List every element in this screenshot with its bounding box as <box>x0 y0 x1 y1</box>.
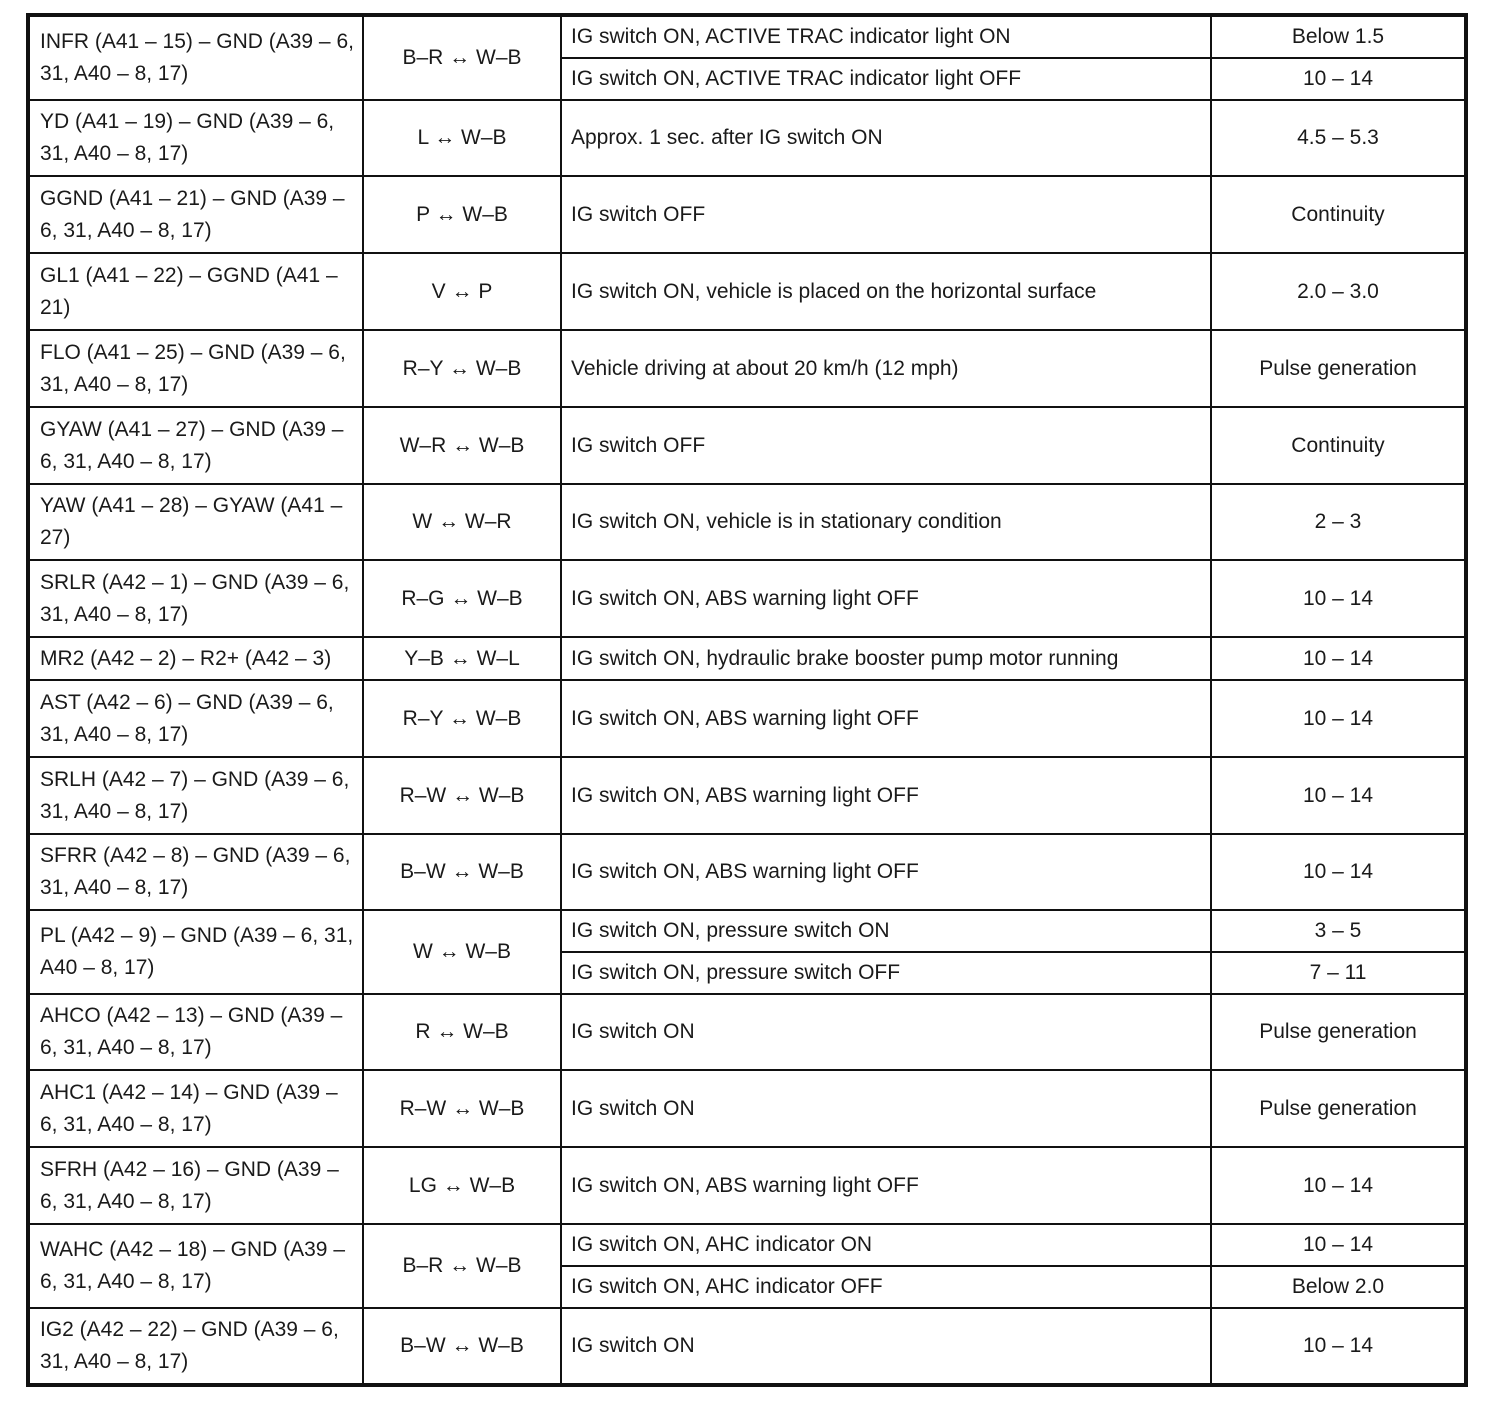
table-row <box>29 910 1465 952</box>
wiring-color-cell: B–W ↔ W–B <box>363 1308 561 1384</box>
table-row <box>29 1147 1465 1224</box>
table-row <box>29 757 1465 834</box>
wiring-color-cell: R–G ↔ W–B <box>363 560 561 637</box>
terminal-cell: INFR (A41 – 15) – GND (A39 – 6, 31, A40 – 8, 17) <box>29 16 363 100</box>
table-row <box>29 100 1465 176</box>
specified-condition-cell: 4.5 – 5.3 <box>1211 100 1465 176</box>
specified-condition-cell: Continuity <box>1211 176 1465 253</box>
specified-condition-cell: 10 – 14 <box>1211 58 1465 100</box>
condition-cell: IG switch ON, vehicle is in stationary condition <box>561 484 1211 560</box>
specified-condition-cell: Below 2.0 <box>1211 1266 1465 1308</box>
terminal-cell: PL (A42 – 9) – GND (A39 – 6, 31, A40 – 8, 17) <box>29 910 363 994</box>
table-row <box>29 176 1465 253</box>
condition-cell: IG switch ON, ACTIVE TRAC indicator light OFF <box>561 58 1211 100</box>
terminal-cell: YD (A41 – 19) – GND (A39 – 6, 31, A40 – 8, 17) <box>29 100 363 176</box>
terminal-cell: SFRH (A42 – 16) – GND (A39 – 6, 31, A40 – 8, 17) <box>29 1147 363 1224</box>
wiring-color-cell: W–R ↔ W–B <box>363 407 561 484</box>
condition-cell: IG switch ON, ABS warning light OFF <box>561 757 1211 834</box>
table-row <box>29 560 1465 637</box>
terminal-cell: AST (A42 – 6) – GND (A39 – 6, 31, A40 – 8, 17) <box>29 680 363 757</box>
terminal-inspection-table <box>28 15 1466 1385</box>
condition-cell: IG switch ON <box>561 994 1211 1070</box>
table-row <box>29 407 1465 484</box>
specified-condition-cell: Below 1.5 <box>1211 16 1465 58</box>
terminal-cell: GL1 (A41 – 22) – GGND (A41 – 21) <box>29 253 363 330</box>
condition-cell: IG switch ON, ABS warning light OFF <box>561 560 1211 637</box>
specified-condition-cell: 10 – 14 <box>1211 560 1465 637</box>
specified-condition-cell: 10 – 14 <box>1211 1308 1465 1384</box>
specified-condition-cell: 10 – 14 <box>1211 834 1465 910</box>
condition-cell: Approx. 1 sec. after IG switch ON <box>561 100 1211 176</box>
wiring-color-cell: R–W ↔ W–B <box>363 757 561 834</box>
condition-cell: IG switch ON <box>561 1070 1211 1147</box>
specified-condition-cell: 10 – 14 <box>1211 637 1465 680</box>
wiring-color-cell: R–Y ↔ W–B <box>363 680 561 757</box>
terminal-inspection-table-container <box>26 13 1468 1387</box>
specified-condition-cell: Continuity <box>1211 407 1465 484</box>
specified-condition-cell: 10 – 14 <box>1211 680 1465 757</box>
terminal-cell: IG2 (A42 – 22) – GND (A39 – 6, 31, A40 – 8, 17) <box>29 1308 363 1384</box>
wiring-color-cell: B–R ↔ W–B <box>363 1224 561 1308</box>
table-body <box>29 16 1465 1384</box>
specified-condition-cell: 10 – 14 <box>1211 757 1465 834</box>
table-row <box>29 834 1465 910</box>
condition-cell: IG switch ON, vehicle is placed on the horizontal surface <box>561 253 1211 330</box>
specified-condition-cell: 2 – 3 <box>1211 484 1465 560</box>
condition-cell: IG switch ON, hydraulic brake booster pump motor running <box>561 637 1211 680</box>
wiring-color-cell: R ↔ W–B <box>363 994 561 1070</box>
table-row <box>29 330 1465 407</box>
wiring-color-cell: B–W ↔ W–B <box>363 834 561 910</box>
condition-cell: IG switch ON <box>561 1308 1211 1384</box>
terminal-cell: SFRR (A42 – 8) – GND (A39 – 6, 31, A40 – 8, 17) <box>29 834 363 910</box>
wiring-color-cell: Y–B ↔ W–L <box>363 637 561 680</box>
condition-cell: IG switch ON, ABS warning light OFF <box>561 680 1211 757</box>
specified-condition-cell: 7 – 11 <box>1211 952 1465 994</box>
condition-cell: IG switch ON, ABS warning light OFF <box>561 834 1211 910</box>
terminal-cell: GGND (A41 – 21) – GND (A39 – 6, 31, A40 – 8, 17) <box>29 176 363 253</box>
specified-condition-cell: 2.0 – 3.0 <box>1211 253 1465 330</box>
table-row <box>29 1308 1465 1384</box>
table-row <box>29 16 1465 58</box>
table-row <box>29 637 1465 680</box>
condition-cell: IG switch ON, ABS warning light OFF <box>561 1147 1211 1224</box>
specified-condition-cell: Pulse generation <box>1211 994 1465 1070</box>
wiring-color-cell: R–W ↔ W–B <box>363 1070 561 1147</box>
terminal-cell: WAHC (A42 – 18) – GND (A39 – 6, 31, A40 – 8, 17) <box>29 1224 363 1308</box>
condition-cell: IG switch ON, AHC indicator ON <box>561 1224 1211 1266</box>
table-row <box>29 1070 1465 1147</box>
wiring-color-cell: V ↔ P <box>363 253 561 330</box>
wiring-color-cell: LG ↔ W–B <box>363 1147 561 1224</box>
condition-cell: IG switch ON, pressure switch OFF <box>561 952 1211 994</box>
terminal-cell: MR2 (A42 – 2) – R2+ (A42 – 3) <box>29 637 363 680</box>
terminal-cell: FLO (A41 – 25) – GND (A39 – 6, 31, A40 – 8, 17) <box>29 330 363 407</box>
specified-condition-cell: 10 – 14 <box>1211 1147 1465 1224</box>
condition-cell: IG switch OFF <box>561 176 1211 253</box>
table-row <box>29 1224 1465 1266</box>
table-row <box>29 680 1465 757</box>
wiring-color-cell: R–Y ↔ W–B <box>363 330 561 407</box>
specified-condition-cell: 3 – 5 <box>1211 910 1465 952</box>
terminal-cell: AHC1 (A42 – 14) – GND (A39 – 6, 31, A40 – 8, 17) <box>29 1070 363 1147</box>
condition-cell: IG switch ON, pressure switch ON <box>561 910 1211 952</box>
specified-condition-cell: Pulse generation <box>1211 330 1465 407</box>
terminal-cell: SRLH (A42 – 7) – GND (A39 – 6, 31, A40 – 8, 17) <box>29 757 363 834</box>
condition-cell: IG switch ON, ACTIVE TRAC indicator light ON <box>561 16 1211 58</box>
wiring-color-cell: L ↔ W–B <box>363 100 561 176</box>
specified-condition-cell: 10 – 14 <box>1211 1224 1465 1266</box>
wiring-color-cell: W ↔ W–B <box>363 910 561 994</box>
table-row <box>29 994 1465 1070</box>
condition-cell: Vehicle driving at about 20 km/h (12 mph) <box>561 330 1211 407</box>
condition-cell: IG switch ON, AHC indicator OFF <box>561 1266 1211 1308</box>
wiring-color-cell: B–R ↔ W–B <box>363 16 561 100</box>
terminal-cell: YAW (A41 – 28) – GYAW (A41 – 27) <box>29 484 363 560</box>
wiring-color-cell: W ↔ W–R <box>363 484 561 560</box>
wiring-color-cell: P ↔ W–B <box>363 176 561 253</box>
terminal-cell: AHCO (A42 – 13) – GND (A39 – 6, 31, A40 – 8, 17) <box>29 994 363 1070</box>
condition-cell: IG switch OFF <box>561 407 1211 484</box>
table-row <box>29 253 1465 330</box>
terminal-cell: SRLR (A42 – 1) – GND (A39 – 6, 31, A40 – 8, 17) <box>29 560 363 637</box>
specified-condition-cell: Pulse generation <box>1211 1070 1465 1147</box>
terminal-cell: GYAW (A41 – 27) – GND (A39 – 6, 31, A40 – 8, 17) <box>29 407 363 484</box>
table-row <box>29 484 1465 560</box>
